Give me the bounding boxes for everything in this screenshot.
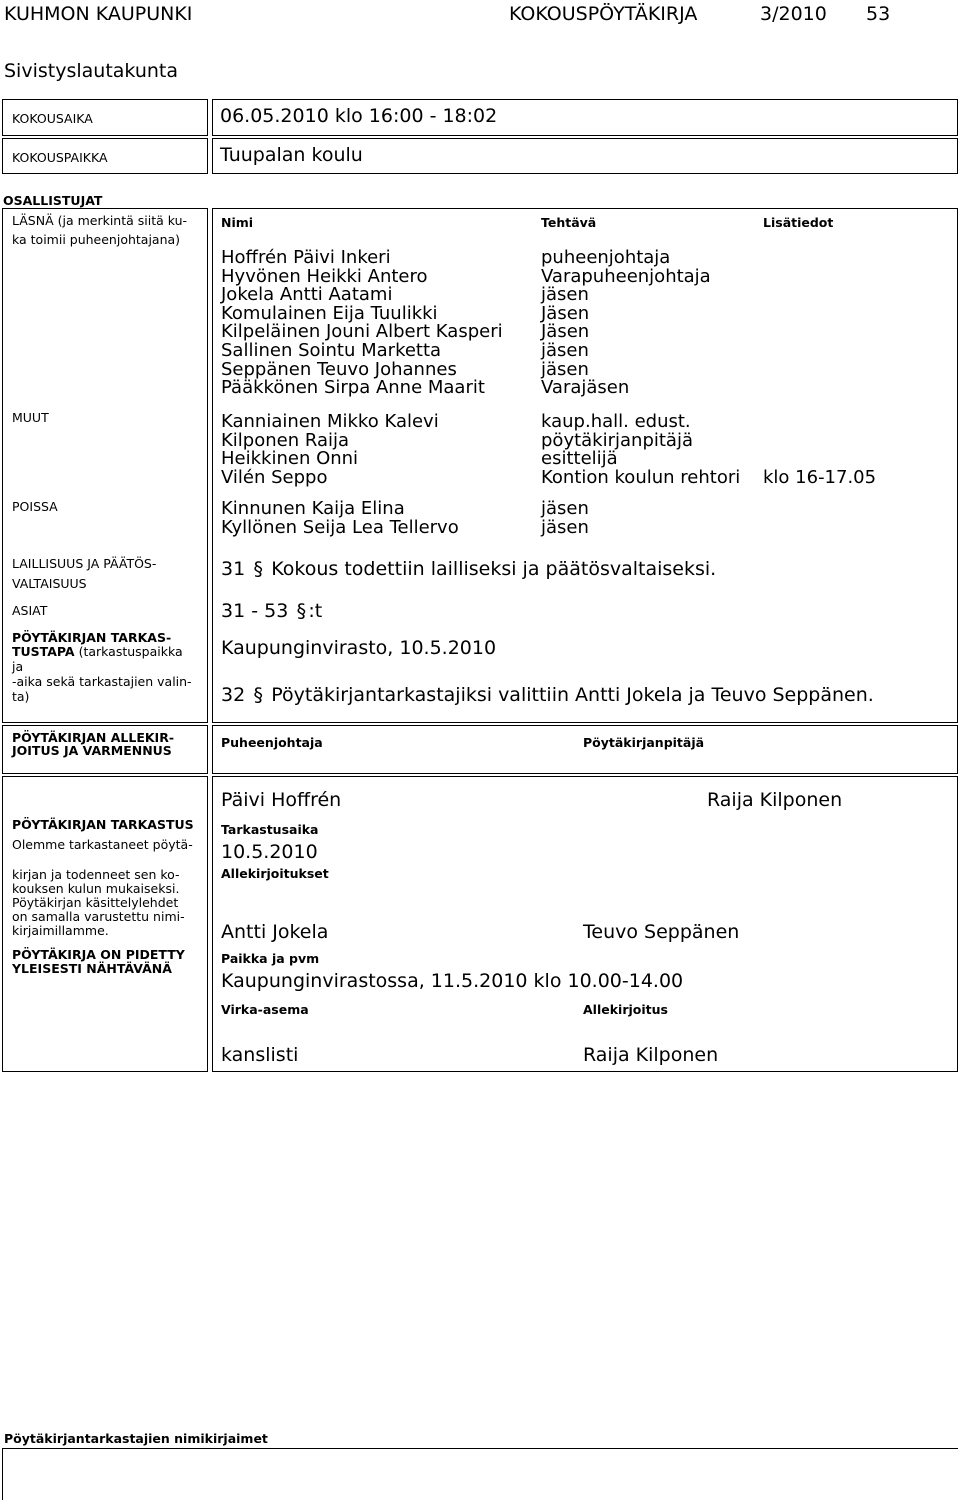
present-names	[221, 249, 503, 398]
review-text: Pöytäkirjantarkastajiksi valittiin Antti Jokela ja Teuvo Seppänen.	[271, 684, 874, 706]
inspection-text-3: kouksen kulun mukaiseksi.	[12, 881, 180, 896]
meeting-time-value: 06.05.2010 klo 16:00 - 18:02	[220, 105, 498, 127]
legality-number: 31	[221, 558, 246, 580]
signer-1-name: Antti Jokela	[221, 921, 329, 943]
other-role: kaup.hall. edust.	[541, 411, 691, 432]
absent-role: jäsen	[541, 498, 589, 519]
present-role: jäsen	[541, 339, 589, 361]
present-role: Varapuheenjohtaja	[541, 265, 711, 287]
others-label: MUUT	[12, 410, 49, 425]
absent-name: Kyllönen Seija Lea Tellervo	[221, 516, 459, 538]
review-label-4: -aika sekä tarkastajien valin-	[12, 674, 192, 689]
others-names	[221, 413, 439, 487]
items-range-suffix: :t	[308, 600, 323, 622]
display-place-value: Kaupunginvirastossa, 11.5.2010 klo 10.00-14.00	[221, 970, 684, 992]
inspection-time-value: 10.5.2010	[221, 841, 318, 863]
document-type: KOKOUSPÖYTÄKIRJA	[509, 3, 698, 25]
signature-value: Raija Kilponen	[583, 1044, 719, 1066]
other-role: esittelijä	[541, 448, 618, 470]
participants-content	[212, 208, 958, 723]
absent-role: jäsen	[541, 516, 589, 538]
present-name: Komulainen Eija Tuulikki	[221, 302, 438, 324]
meeting-time-label-cell	[2, 99, 208, 136]
other-role: Kontion koulun rehtori	[541, 466, 741, 488]
review-label-2a: TUSTAPA	[12, 644, 75, 659]
document-number: 3/2010	[760, 3, 827, 25]
left-labels-column	[2, 208, 208, 723]
other-name: Kanniainen Mikko Kalevi	[221, 411, 439, 432]
present-name: Hyvönen Heikki Antero	[221, 265, 428, 287]
signer-2-name: Teuvo Seppänen	[583, 921, 740, 943]
section-sign-icon: §	[253, 558, 263, 580]
present-role: puheenjohtaja	[541, 247, 671, 268]
present-name: Kilpeläinen Jouni Albert Kasperi	[221, 321, 503, 343]
review-statement	[221, 684, 874, 706]
inspection-text-2: kirjan ja todenneet sen ko-	[12, 867, 180, 882]
present-name: Pääkkönen Sirpa Anne Maarit	[221, 377, 485, 399]
present-name: Sallinen Sointu Marketta	[221, 339, 442, 361]
review-label-2b: (tarkastuspaikka	[74, 644, 183, 659]
display-place-label: Paikka ja pvm	[221, 951, 320, 966]
signing-content-cell	[212, 725, 958, 774]
review-label-3: ja	[12, 659, 24, 674]
signatures-label: Allekirjoitukset	[221, 866, 329, 881]
secretary-label: Pöytäkirjanpitäjä	[583, 735, 705, 750]
items-range-value: 31 - 53	[221, 600, 289, 622]
section-sign-icon: §	[296, 600, 307, 622]
present-name: Seppänen Teuvo Johannes	[221, 358, 457, 380]
page-number: 53	[866, 3, 891, 25]
review-label-1: PÖYTÄKIRJAN TARKAS-	[12, 630, 172, 645]
board-name: Sivistyslautakunta	[4, 60, 179, 82]
meeting-time-label: KOKOUSAIKA	[12, 111, 93, 126]
city-name: KUHMON KAUPUNKI	[4, 3, 193, 25]
participants-heading: OSALLISTUJAT	[3, 193, 103, 208]
present-label-1: LÄSNÄ (ja merkintä siitä ku-	[12, 213, 188, 228]
inspection-text-5: on samalla varustettu nimi-	[12, 909, 185, 924]
inspection-label-cell	[2, 776, 208, 1072]
present-roles	[541, 249, 711, 398]
column-info-header: Lisätiedot	[763, 215, 834, 230]
absent-roles	[541, 500, 589, 537]
present-role: jäsen	[541, 358, 589, 380]
items-range	[221, 600, 322, 622]
other-role: pöytäkirjanpitäjä	[541, 429, 693, 451]
column-role-header: Tehtävä	[541, 215, 597, 230]
present-role: Varajäsen	[541, 377, 630, 399]
signing-label-cell	[2, 725, 208, 774]
present-name: Hoffrén Päivi Inkeri	[221, 247, 391, 268]
absent-name: Kinnunen Kaija Elina	[221, 498, 405, 519]
public-notice-1: PÖYTÄKIRJA ON PIDETTY	[12, 947, 185, 962]
chair-signature-name: Päivi Hoffrén	[221, 789, 342, 811]
others-info	[763, 469, 876, 488]
inspection-time-label: Tarkastusaika	[221, 822, 319, 837]
meeting-place-value: Tuupalan koulu	[220, 144, 363, 166]
meeting-time-value-cell	[212, 99, 958, 136]
other-info: klo 16-17.05	[763, 467, 877, 488]
chair-label: Puheenjohtaja	[221, 735, 323, 750]
signature-label: Allekirjoitus	[583, 1002, 668, 1017]
inspection-text-1: Olemme tarkastaneet pöytä-	[12, 837, 193, 852]
others-roles	[541, 413, 740, 487]
present-role: jäsen	[541, 284, 589, 306]
initials-label: Pöytäkirjantarkastajien nimikirjaimet	[4, 1431, 268, 1446]
inspection-label: PÖYTÄKIRJAN TARKASTUS	[12, 817, 194, 832]
other-name: Heikkinen Onni	[221, 448, 359, 470]
other-name: Vilén Seppo	[221, 466, 328, 488]
section-sign-icon: §	[253, 684, 263, 706]
items-label: ASIAT	[12, 603, 48, 618]
meeting-place-value-cell	[212, 138, 958, 174]
signing-label-1: PÖYTÄKIRJAN ALLEKIR-	[12, 730, 175, 745]
inspection-text-4: Pöytäkirjan käsittelylehdet	[12, 895, 179, 910]
public-notice-2: YLEISESTI NÄHTÄVÄNÄ	[12, 961, 172, 976]
column-name-header: Nimi	[221, 215, 254, 230]
meeting-place-label-cell	[2, 138, 208, 174]
position-value: kanslisti	[221, 1044, 299, 1066]
meeting-place-label: KOKOUSPAIKKA	[12, 150, 108, 165]
legality-text: Kokous todettiin lailliseksi ja päätösvaltaiseksi.	[271, 558, 717, 580]
legality-label-1: LAILLISUUS JA PÄÄTÖS-	[12, 556, 157, 571]
legality-label-2: VALTAISUUS	[12, 576, 87, 591]
review-place: Kaupunginvirasto, 10.5.2010	[221, 637, 497, 659]
present-name: Jokela Antti Aatami	[221, 284, 393, 306]
review-label-2	[12, 644, 183, 659]
initials-box	[2, 1448, 958, 1500]
signing-label-2: JOITUS JA VARMENNUS	[12, 743, 172, 758]
inspection-content-cell	[212, 776, 958, 1072]
legality-statement	[221, 558, 716, 580]
absent-names	[221, 500, 459, 537]
review-label-5: ta)	[12, 689, 30, 704]
present-label-2: ka toimii puheenjohtajana)	[12, 232, 181, 247]
absent-label: POISSA	[12, 499, 58, 514]
secretary-signature-name: Raija Kilponen	[707, 789, 843, 811]
other-name: Kilponen Raija	[221, 429, 350, 451]
inspection-text-6: kirjaimillamme.	[12, 923, 109, 938]
review-number: 32	[221, 684, 246, 706]
present-role: Jäsen	[541, 321, 590, 343]
present-role: Jäsen	[541, 302, 590, 324]
position-label: Virka-asema	[221, 1002, 309, 1017]
